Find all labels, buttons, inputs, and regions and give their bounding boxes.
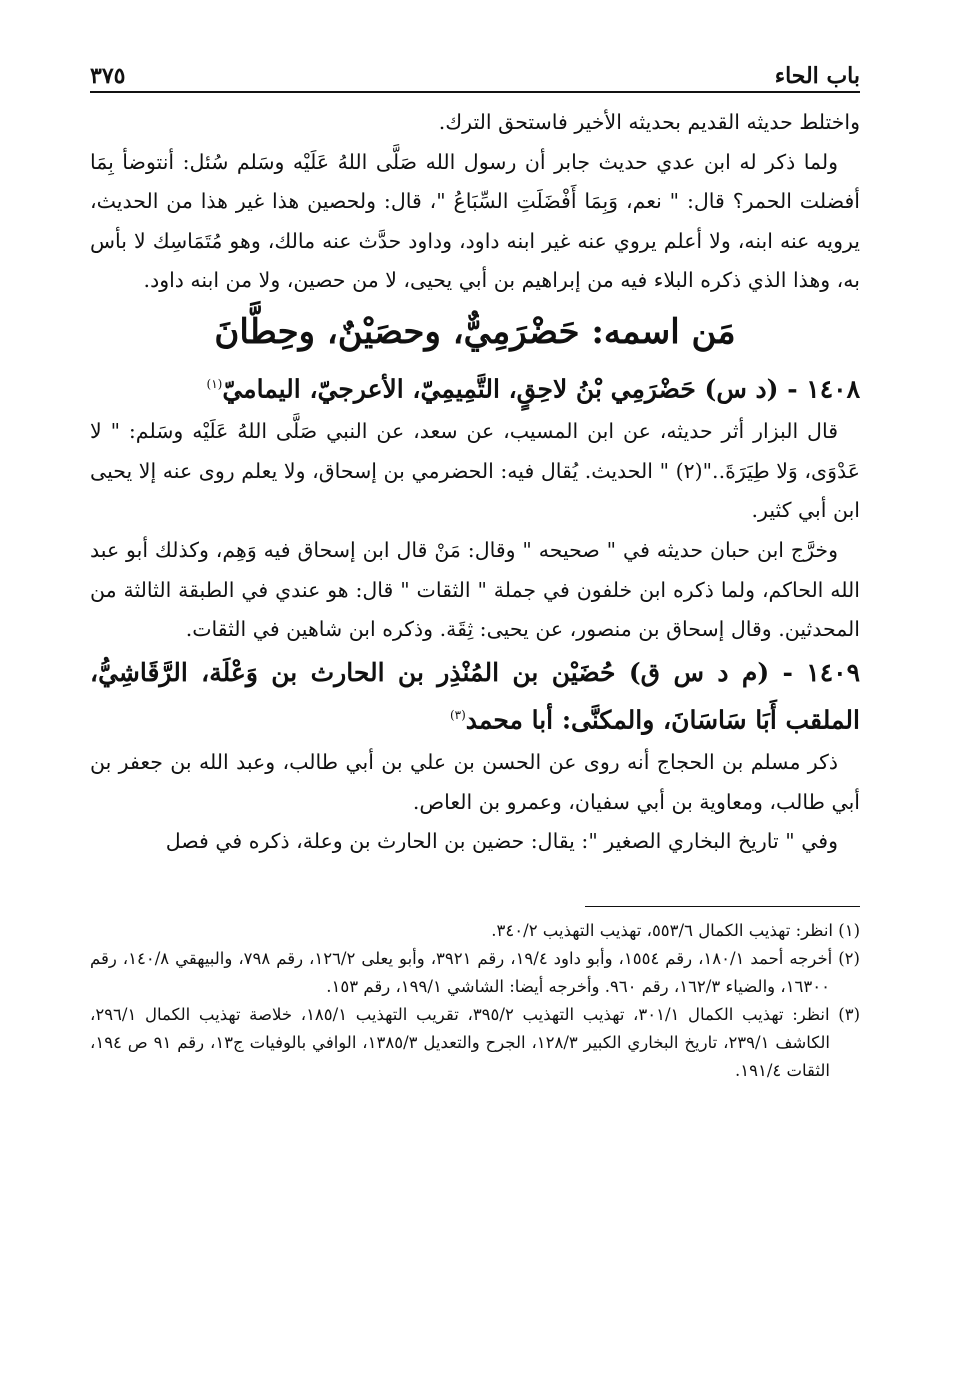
entry-heading-text: ١٤٠٨ - (د س) حَضْرَمِي بْنُ لاحِقٍ، التَّمِيمِيّ، الأعرجيّ، اليماميّ: [222, 374, 860, 404]
entry-heading-text: ١٤٠٩ - (م د س ق) حُضَيْن بن المُنْذِر بن الحارث بن وَعْلَة، الرَّقَاشِيُّ، الملقب أَبَا سَاسَانَ، والمكنَّى: أبا محمد: [90, 657, 860, 735]
footnote: (١) انظر: تهذيب الكمال ٥٥٣/٦، تهذيب التهذيب ٣٤٠/٢.: [491, 920, 860, 940]
paragraph: ولما ذكر له ابن عدي حديث جابر أن رسول الله صَلَّى اللهُ عَلَيْه وسَلم سُئل: أنتوضأ بِمَا أفضلت الحمر؟ قال: " نعم، وَبِمَا أَفْضَلَتِ السِّبَاعُ "، قال: ولحصين هذا غير هذا من الحديث، يرويه عنه ابنه، ولا أعلم يروي عنه غير ابنه داود، وداود حدَّث عنه مالك، وهو مُتَمَاسِك لا بأس به، وهذا الذي ذكره البلاء فيه من إبراهيم بن أبي يحيى، لا من حصين، ولا من ابنه داود.: [90, 149, 860, 293]
paragraph: ذكر مسلم بن الحجاج أنه روى عن الحسن بن علي بن أبي طالب، وعبد الله بن جعفر بن أبي طالب، ومعاوية بن أبي سفيان، وعمرو بن العاص.: [90, 750, 860, 814]
footnote: (٣) انظر: تهذيب الكمال ٣٠١/١، تهذيب التهذيب ٣٩٥/٢، تقريب التهذيب ١٨٥/١، خلاصة تهذيب الكمال ٢٩٦/١، الكاشف ٢٣٩/١، تاريخ البخاري الكبير ١٢٨/٣، الجرح والتعديل ١٣٨٥/٣، الوافي بالوفيات ج١٣، رقم ٩١ ص ١٩٤، الثقات ١٩١/٤.: [90, 1004, 860, 1080]
footnote-divider: [585, 906, 860, 907]
entry-heading: [90, 652, 860, 741]
paragraph: وخرَّج ابن حبان حديثه في " صحيحه " وقال: مَنْ قال ابن إسحاق فيه وَهِم، وكذلك أبو عبد الله الحاكم، ولما ذكره ابن خلفون في جملة " الثقات " قال: هو عندي في الطبقة الثالثة من المحدثين. وقال إسحاق بن منصور، عن يحيى: ثِقَة. وذكره ابن شاهين في الثقات.: [90, 538, 860, 642]
page-body: [90, 103, 860, 862]
footnote-marker: (١): [206, 376, 223, 391]
page-header: [90, 55, 860, 93]
paragraph: قال البزار أثر حديثه، عن ابن المسيب، عن سعد، عن النبي صَلَّى اللهُ عَلَيْه وسَلم: " لا عَدْوَى، وَلا طِيَرَةَ.."(٢) " الحديث. يُقال فيه: الحضرمي بن إسحاق، ولا يعلم روى عنه إلا يحيى ابن أبي كثير.: [90, 419, 860, 523]
footnote: (٢) أخرجه أحمد ١٨٠/١، رقم ١٥٥٤، وأبو داود ١٩/٤، رقم ٣٩٢١، وأبو يعلى ١٢٦/٢، رقم ٧٩٨، والبيهقي ١٤٠/٨، رقم ١٦٣٠٠، والضياء ١٦٢/٣، رقم ٩٦٠. وأخرجه أيضا: الشاشي ١٩٩/١، رقم ١٥٣.: [90, 948, 860, 996]
entry-heading: [90, 363, 860, 410]
paragraph: واختلط حديثه القديم بحديثه الأخير فاستحق الترك.: [438, 110, 860, 134]
footnote-marker: (٣): [449, 707, 466, 722]
section-title: مَن اسمه: حَضْرَمِيٌّ، وحصَيْنٌ، وحِطَّانَ: [214, 311, 736, 352]
chapter-title: باب الحاء: [774, 63, 860, 89]
book-page: [90, 55, 860, 1085]
page-number: ٣٧٥: [90, 63, 126, 89]
footnotes: [90, 917, 860, 1085]
paragraph: وفي " تاريخ البخاري الصغير ": يقال: حضين بن الحارث بن وعلة، ذكره في فصل: [165, 829, 838, 854]
